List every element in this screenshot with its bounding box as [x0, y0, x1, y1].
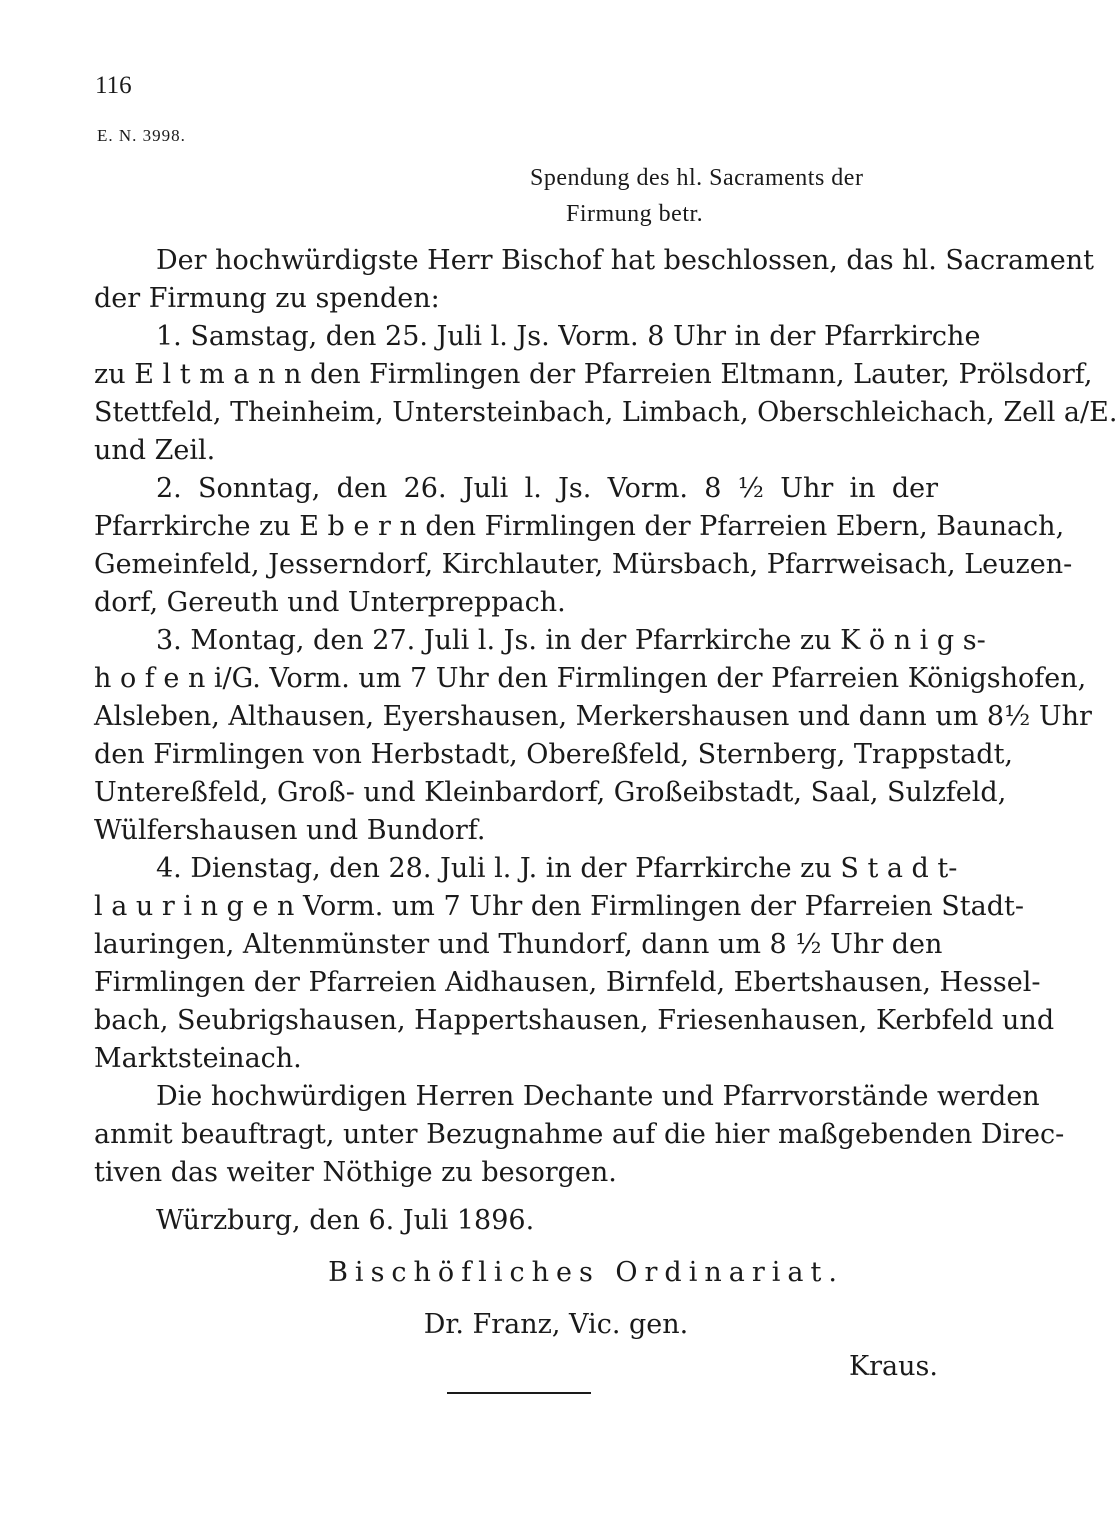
signature-line: Dr. Franz, Vic. gen.: [423, 1309, 689, 1340]
text-line: Alsleben, Althausen, Eyershausen, Merkershausen und dann um 8½ Uhr: [94, 701, 1092, 732]
page-number: 116: [95, 72, 132, 99]
text-line: der Firmung zu spenden:: [94, 283, 440, 314]
text-line: Stettfeld, Theinheim, Untersteinbach, Limbach, Oberschleichach, Zell a/E.: [94, 397, 1117, 428]
subject-heading: [530, 160, 938, 232]
text-line: h o f e n i/G. Vorm. um 7 Uhr den Firmlingen der Pfarreien Königshofen,: [94, 663, 1087, 694]
countersignature: Kraus.: [848, 1351, 938, 1382]
reference-number: E. N. 3998.: [97, 126, 186, 145]
text-line: anmit beauftragt, unter Bezugnahme auf die hier maßgebenden Direc-: [94, 1119, 1065, 1150]
text-line: Wülfershausen und Bundorf.: [94, 815, 486, 846]
text-line: Marktsteinach.: [94, 1043, 302, 1074]
text-line: Der hochwürdigste Herr Bischof hat beschlossen, das hl. Sacrament: [156, 245, 1094, 276]
text-line: 2. Sonntag, den 26. Juli l. Js. Vorm. 8 ½ Uhr in der: [156, 473, 938, 504]
subject-line: Spendung des hl. Sacraments der: [530, 165, 864, 191]
text-line: Gemeinfeld, Jesserndorf, Kirchlauter, Mürsbach, Pfarrweisach, Leuzen-: [94, 549, 1073, 580]
text-line: 3. Montag, den 27. Juli l. Js. in der Pfarrkirche zu K ö n i g s-: [156, 625, 986, 656]
text-line: Firmlingen der Pfarreien Aidhausen, Birnfeld, Ebertshausen, Hessel-: [94, 967, 1041, 998]
text-line: und Zeil.: [94, 435, 216, 466]
text-line: 1. Samstag, den 25. Juli l. Js. Vorm. 8 Uhr in der Pfarrkirche: [156, 321, 981, 352]
issuing-authority: Bischöfliches Ordinariat.: [328, 1257, 844, 1288]
text-line: tiven das weiter Nöthige zu besorgen.: [94, 1157, 617, 1188]
text-line: Pfarrkirche zu E b e r n den Firmlingen der Pfarreien Ebern, Baunach,: [94, 511, 1065, 542]
text-line: zu E l t m a n n den Firmlingen der Pfarreien Eltmann, Lauter, Prölsdorf,: [94, 359, 1093, 390]
text-line: lauringen, Altenmünster und Thundorf, dann um 8 ½ Uhr den: [94, 929, 943, 960]
text-line: l a u r i n g e n Vorm. um 7 Uhr den Firmlingen der Pfarreien Stadt-: [94, 891, 1024, 922]
place-date-line: Würzburg, den 6. Juli 1896.: [156, 1205, 535, 1236]
text-line: dorf, Gereuth und Unterpreppach.: [94, 587, 566, 618]
closing-rule: [447, 1392, 591, 1394]
text-line: den Firmlingen von Herbstadt, Obereßfeld, Sternberg, Trappstadt,: [94, 739, 1014, 770]
text-line: bach, Seubrigshausen, Happertshausen, Friesenhausen, Kerbfeld und: [94, 1005, 1055, 1036]
text-line: Die hochwürdigen Herren Dechante und Pfarrvorstände werden: [156, 1081, 1040, 1112]
document-body: [94, 242, 1117, 1192]
subject-line: Firmung betr.: [566, 201, 704, 227]
text-line: Untereßfeld, Groß- und Kleinbardorf, Großeibstadt, Saal, Sulzfeld,: [94, 777, 1007, 808]
text-line: 4. Dienstag, den 28. Juli l. J. in der Pfarrkirche zu S t a d t-: [156, 853, 958, 884]
